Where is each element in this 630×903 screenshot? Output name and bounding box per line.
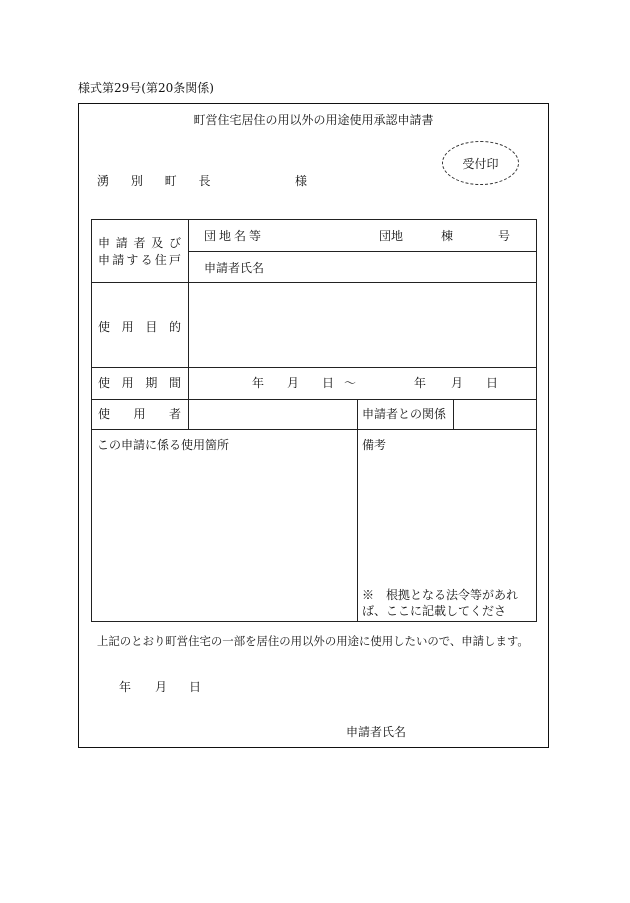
remarks-note-line2: ば、ここに記載してくださ	[362, 604, 507, 618]
unit-label: 号	[498, 229, 511, 243]
application-statement: 上記のとおり町営住宅の一部を居住の用以外の用途に使用したいので、申請します。	[97, 634, 529, 648]
estate-label: 団地	[379, 229, 404, 243]
relation-label: 申請者との関係	[362, 407, 447, 421]
user-label: 使用者	[98, 407, 181, 421]
building-label: 棟	[441, 229, 454, 243]
row-divider-purpose	[92, 367, 537, 368]
period-tilde: ～	[344, 376, 357, 390]
period-end-day: 日	[486, 376, 499, 390]
date-year: 年	[119, 680, 132, 694]
date-month: 月	[155, 680, 168, 694]
row-divider-estate	[188, 251, 537, 252]
period-start-year: 年	[252, 376, 265, 390]
period-start-day: 日	[322, 376, 335, 390]
remarks-label: 備考	[362, 438, 387, 452]
label-column-divider	[188, 220, 189, 429]
usage-location-label: この申請に係る使用箇所	[97, 438, 230, 452]
date-day: 日	[189, 680, 202, 694]
relation-column-divider	[357, 399, 358, 622]
signer-name-label: 申請者氏名	[346, 725, 407, 739]
relation-value-divider	[453, 399, 454, 429]
form-number: 様式第29号(第20条関係)	[78, 81, 214, 95]
applicant-label-line2: 申請する住戸	[98, 253, 181, 267]
row-divider-user	[92, 429, 537, 430]
remarks-note-line1: ※ 根拠となる法令等があれ	[362, 588, 519, 602]
period-start-month: 月	[287, 376, 300, 390]
form-title: 町営住宅居住の用以外の用途使用承認申請書	[193, 113, 434, 127]
purpose-label: 使用目的	[98, 320, 181, 334]
row-divider-period	[92, 399, 537, 400]
reception-seal-label: 受付印	[462, 157, 499, 171]
estate-name-label: 団地名等	[204, 229, 265, 243]
period-end-year: 年	[414, 376, 427, 390]
applicant-name-label: 申請者氏名	[204, 261, 265, 275]
period-end-month: 月	[451, 376, 464, 390]
period-label: 使用期間	[98, 376, 181, 390]
addressee: 湧 別 町 長	[97, 174, 220, 188]
applicant-label-line1: 申請者及び	[98, 236, 181, 250]
honorific: 様	[295, 174, 308, 188]
row-divider-applicant	[92, 282, 537, 283]
